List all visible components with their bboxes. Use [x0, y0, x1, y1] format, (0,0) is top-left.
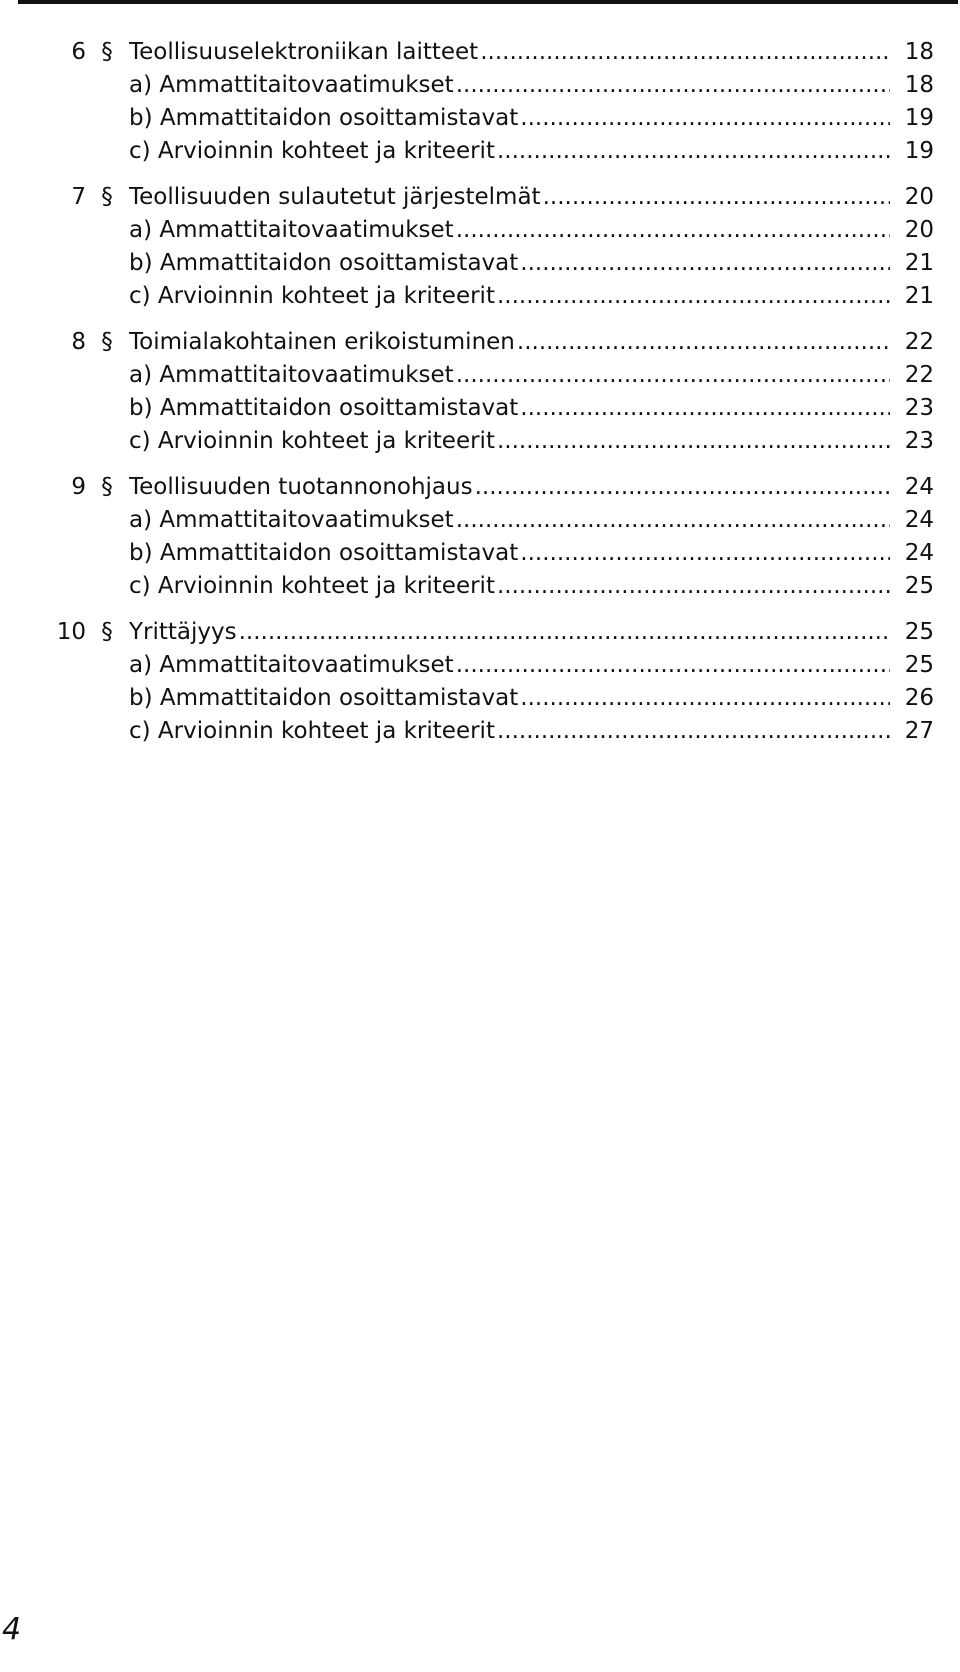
toc-subitem-row[interactable]: [0, 504, 960, 537]
toc-section: [0, 471, 960, 603]
toc-entry: [129, 280, 890, 313]
page-number: 18: [904, 39, 934, 65]
toc-heading-row[interactable]: [0, 36, 960, 69]
subitem-label: b) Ammattitaidon osoittamistavat: [129, 682, 520, 715]
page-number: 22: [904, 329, 934, 355]
dot-leader: [456, 214, 890, 247]
subitem-label: c) Arvioinnin kohteet ja kriteerit: [129, 135, 497, 168]
dot-leader: [520, 537, 890, 570]
toc-entry: [129, 326, 890, 359]
subitem-label: a) Ammattitaitovaatimukset: [129, 69, 456, 102]
section-sign-icon: §: [101, 39, 113, 65]
toc-subitem-row[interactable]: [0, 682, 960, 715]
toc-entry: [129, 504, 890, 537]
toc-subitem-row[interactable]: [0, 537, 960, 570]
toc-entry: [129, 682, 890, 715]
section-sign-icon: §: [101, 184, 113, 210]
page-number: 26: [904, 685, 934, 711]
subitem-label: b) Ammattitaidon osoittamistavat: [129, 392, 520, 425]
toc-section: [0, 181, 960, 313]
toc-entry: [129, 715, 890, 748]
toc-subitem-row[interactable]: [0, 135, 960, 168]
subitem-label: a) Ammattitaitovaatimukset: [129, 359, 456, 392]
toc-heading-row[interactable]: [0, 616, 960, 649]
toc-entry: [129, 102, 890, 135]
page-number: 24: [904, 507, 934, 533]
toc-subitem-row[interactable]: [0, 102, 960, 135]
toc-entry: [129, 425, 890, 458]
dot-leader: [497, 570, 890, 603]
toc-entry: [129, 649, 890, 682]
toc-heading-row[interactable]: [0, 471, 960, 504]
toc-section: [0, 616, 960, 748]
page-number: 20: [904, 217, 934, 243]
dot-leader: [456, 69, 890, 102]
toc-entry: [129, 537, 890, 570]
toc-entry: [129, 135, 890, 168]
dot-leader: [456, 504, 890, 537]
dot-leader: [497, 425, 890, 458]
page-number: 24: [904, 474, 934, 500]
toc-heading-row[interactable]: [0, 181, 960, 214]
toc-entry: [129, 616, 890, 649]
page-number: 19: [904, 105, 934, 131]
toc-subitem-row[interactable]: [0, 69, 960, 102]
section-number: 8: [71, 329, 86, 355]
subitem-label: b) Ammattitaidon osoittamistavat: [129, 102, 520, 135]
section-number: 10: [56, 619, 86, 645]
subitem-label: b) Ammattitaidon osoittamistavat: [129, 247, 520, 280]
subitem-label: b) Ammattitaidon osoittamistavat: [129, 537, 520, 570]
page-number: 24: [904, 540, 934, 566]
section-title: Teollisuuden tuotannonohjaus: [129, 471, 475, 504]
toc-entry: [129, 36, 890, 69]
toc-entry: [129, 69, 890, 102]
footer-page-number: 4: [2, 1612, 22, 1647]
page-number: 27: [904, 718, 934, 744]
subitem-label: c) Arvioinnin kohteet ja kriteerit: [129, 715, 497, 748]
toc-entry: [129, 181, 890, 214]
dot-leader: [475, 471, 890, 504]
table-of-contents: [0, 36, 960, 761]
toc-subitem-row[interactable]: [0, 649, 960, 682]
page-number: 19: [904, 138, 934, 164]
page-number: 25: [904, 619, 934, 645]
page-number: 25: [904, 652, 934, 678]
section-sign-icon: §: [101, 619, 113, 645]
page-number: 18: [904, 72, 934, 98]
dot-leader: [456, 649, 890, 682]
section-number: 9: [71, 474, 86, 500]
toc-subitem-row[interactable]: [0, 392, 960, 425]
dot-leader: [543, 181, 890, 214]
toc-subitem-row[interactable]: [0, 247, 960, 280]
section-title: Yrittäjyys: [129, 616, 239, 649]
dot-leader: [239, 616, 890, 649]
section-title: Toimialakohtainen erikoistuminen: [129, 326, 517, 359]
dot-leader: [520, 392, 890, 425]
section-number: 6: [71, 39, 86, 65]
section-number: 7: [71, 184, 86, 210]
toc-subitem-row[interactable]: [0, 570, 960, 603]
section-sign-icon: §: [101, 329, 113, 355]
toc-heading-row[interactable]: [0, 326, 960, 359]
dot-leader: [520, 682, 890, 715]
section-sign-icon: §: [101, 474, 113, 500]
page-number: 25: [904, 573, 934, 599]
subitem-label: a) Ammattitaitovaatimukset: [129, 214, 456, 247]
section-title: Teollisuuselektroniikan laitteet: [129, 36, 480, 69]
toc-subitem-row[interactable]: [0, 359, 960, 392]
subitem-label: c) Arvioinnin kohteet ja kriteerit: [129, 280, 497, 313]
page-number: 23: [904, 428, 934, 454]
subitem-label: c) Arvioinnin kohteet ja kriteerit: [129, 570, 497, 603]
page-number: 20: [904, 184, 934, 210]
toc-entry: [129, 471, 890, 504]
dot-leader: [497, 715, 890, 748]
page-number: 21: [904, 250, 934, 276]
dot-leader: [517, 326, 890, 359]
toc-subitem-row[interactable]: [0, 715, 960, 748]
top-rule: [18, 0, 958, 4]
toc-entry: [129, 359, 890, 392]
dot-leader: [497, 135, 890, 168]
dot-leader: [497, 280, 890, 313]
dot-leader: [520, 247, 890, 280]
dot-leader: [520, 102, 890, 135]
toc-subitem-row[interactable]: [0, 214, 960, 247]
subitem-label: a) Ammattitaitovaatimukset: [129, 504, 456, 537]
page-number: 22: [904, 362, 934, 388]
subitem-label: c) Arvioinnin kohteet ja kriteerit: [129, 425, 497, 458]
toc-subitem-row[interactable]: [0, 425, 960, 458]
toc-entry: [129, 214, 890, 247]
dot-leader: [480, 36, 890, 69]
toc-section: [0, 326, 960, 458]
page-number: 21: [904, 283, 934, 309]
toc-section: [0, 36, 960, 168]
section-title: Teollisuuden sulautetut järjestelmät: [129, 181, 543, 214]
subitem-label: a) Ammattitaitovaatimukset: [129, 649, 456, 682]
toc-entry: [129, 392, 890, 425]
toc-entry: [129, 247, 890, 280]
toc-subitem-row[interactable]: [0, 280, 960, 313]
dot-leader: [456, 359, 890, 392]
toc-entry: [129, 570, 890, 603]
page-number: 23: [904, 395, 934, 421]
